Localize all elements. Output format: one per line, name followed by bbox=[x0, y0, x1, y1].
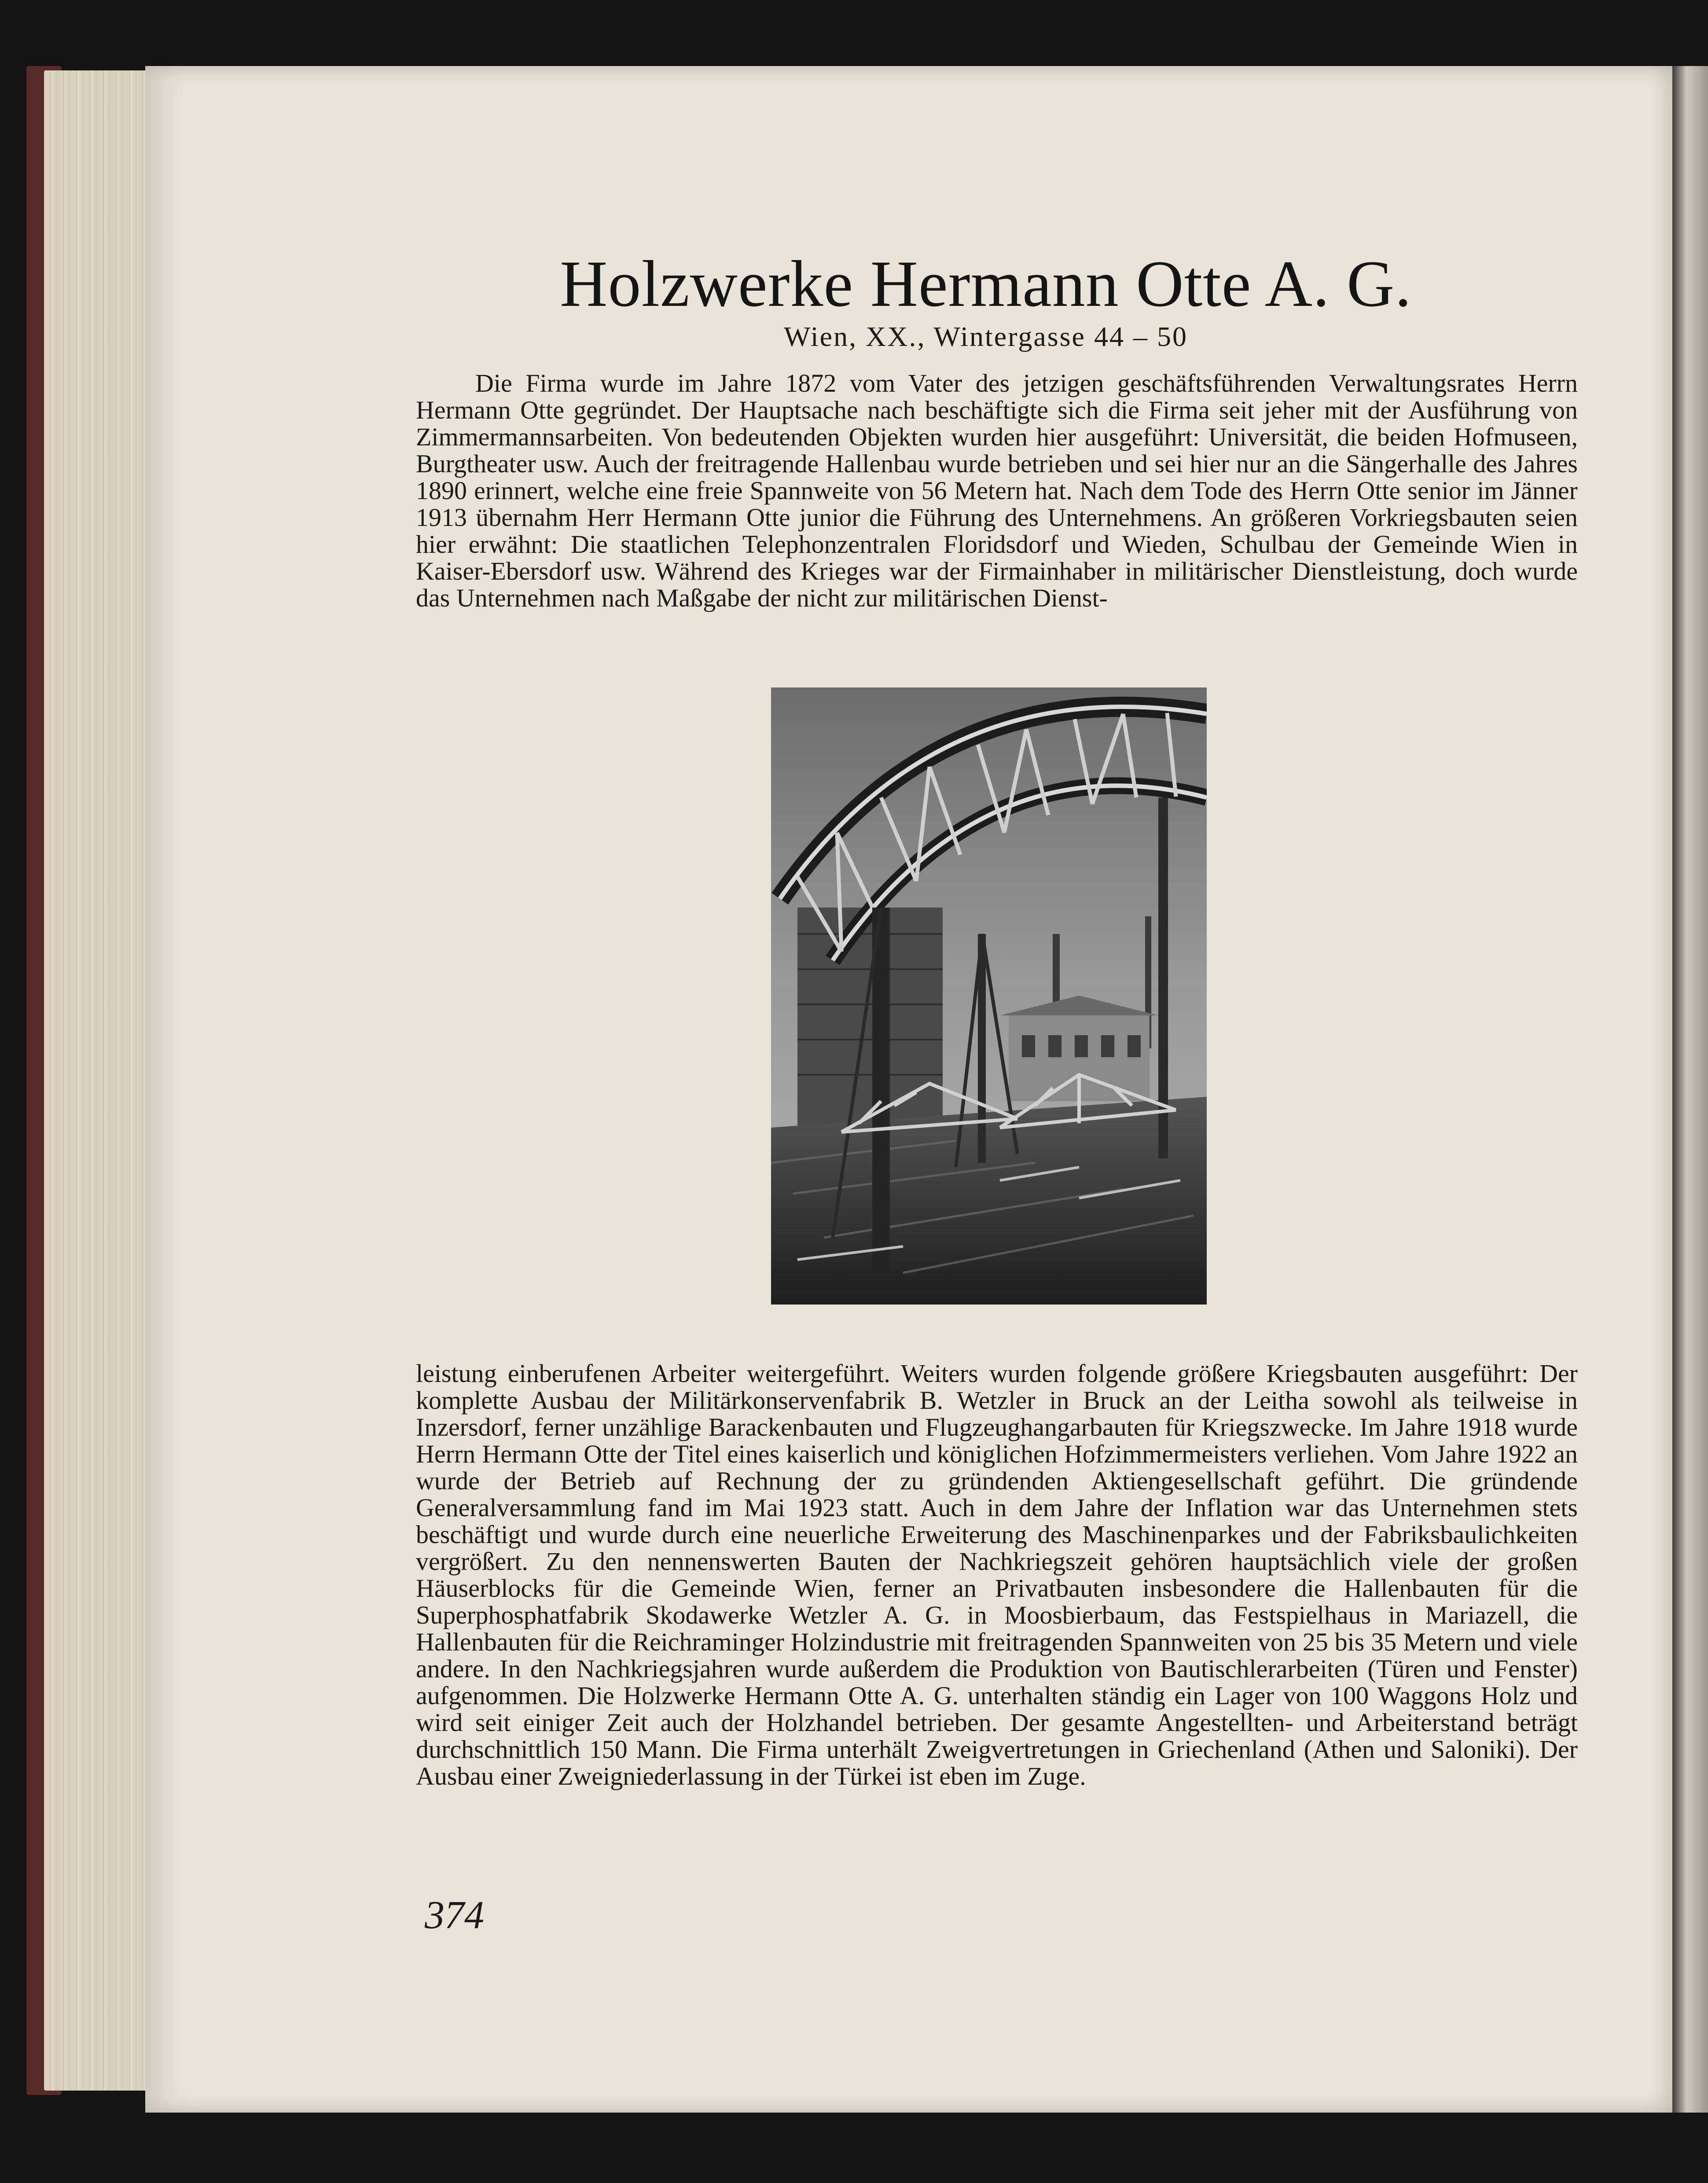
construction-photo bbox=[771, 687, 1207, 1305]
page-title: Holzwerke Hermann Otte A. G. bbox=[560, 247, 1412, 320]
body-paragraph-1: Die Firma wurde im Jahre 1872 vom Vater des jetzigen geschäftsführenden Verwaltungsrates Herrn Hermann Otte gegründet. Der Hauptsache nach beschäftigte sich die Firma seit jeher mit der Ausführung von Zimmermannsarbeiten. Von bedeutenden Objekten wurden hier ausgeführt: Universität, die beiden Hofmuseen, Burgtheater usw. Auch der freitragende Hallenbau wurde betrieben und sei hier nur an die Sängerhalle des Jahres 1890 erinnert, welche eine freie Spannweite von 56 Metern hat. Nach dem Tode des Herrn Otte senior im Jänner 1913 übernahm Herr Hermann Otte junior die Führung des Unternehmens. An größeren Vorkriegsbauten seien hier erwähnt: Die staatlichen Telephonzentralen Floridsdorf und Wieden, Schulbau der Gemeinde Wien in Kaiser-Ebersdorf usw. Während des Krieges war der Firmainhaber in militärischer Dienstleistung, doch wurde das Unternehmen nach Maßgabe der nicht zur militärischen Dienst- bbox=[416, 369, 1578, 612]
page-number: 374 bbox=[425, 1893, 484, 1937]
company-address: Wien, XX., Wintergasse 44 – 50 bbox=[784, 321, 1188, 352]
body-paragraph-2: leistung einberufenen Arbeiter weitergeführt. Weiters wurden folgende größere Kriegsbauten ausgeführt: Der komplette Ausbau der Militärkonservenfabrik B. Wetzler in Bruck an der Leitha sowohl als teilweise in Inzersdorf, ferner unzählige Barackenbauten und Flugzeughangarbauten für Kriegszwecke. Im Jahre 1918 wurde Herrn Hermann Otte der Titel eines kaiserlich und königlichen Hofzimmermeisters verliehen. Vom Jahre 1922 an wurde der Betrieb auf Rechnung der zu gründenden Aktiengesellschaft geführt. Die gründende Generalversammlung fand im Mai 1923 statt. Auch in dem Jahre der Inflation war das Unternehmen stets beschäftigt und wurde durch eine neuerliche Erweiterung des Maschinenparkes und der Fabriksbaulichkeiten vergrößert. Zu den nennenswerten Bauten der Nachkriegszeit gehören hauptsächlich viele der großen Häuserblocks für die Gemeinde Wien, ferner an Privatbauten insbesondere die Hallenbauten für die Superphosphatfabrik Skodawerke Wetzler A. G. in Moosbierbaum, das Festspielhaus in Mariazell, die Hallenbauten für die Reichraminger Holzindustrie mit freitragenden Spannweiten von 25 bis 35 Metern und viele andere. In den Nachkriegsjahren wurde außerdem die Produktion von Bautischlerarbeiten (Türen und Fenster) aufgenommen. Die Holzwerke Hermann Otte A. G. unterhalten ständig ein Lager von 100 Waggons Holz und wird seit einiger Zeit auch der Holzhandel betrieben. Der gesamte Angestellten- und Arbeiterstand beträgt durchschnittlich 150 Mann. Die Firma unterhält Zweigvertretungen in Griechenland (Athen und Saloniki). Der Ausbau einer Zweigniederlassung in der Türkei ist eben im Zuge. bbox=[416, 1359, 1578, 1790]
next-page-edge bbox=[1672, 66, 1708, 2113]
